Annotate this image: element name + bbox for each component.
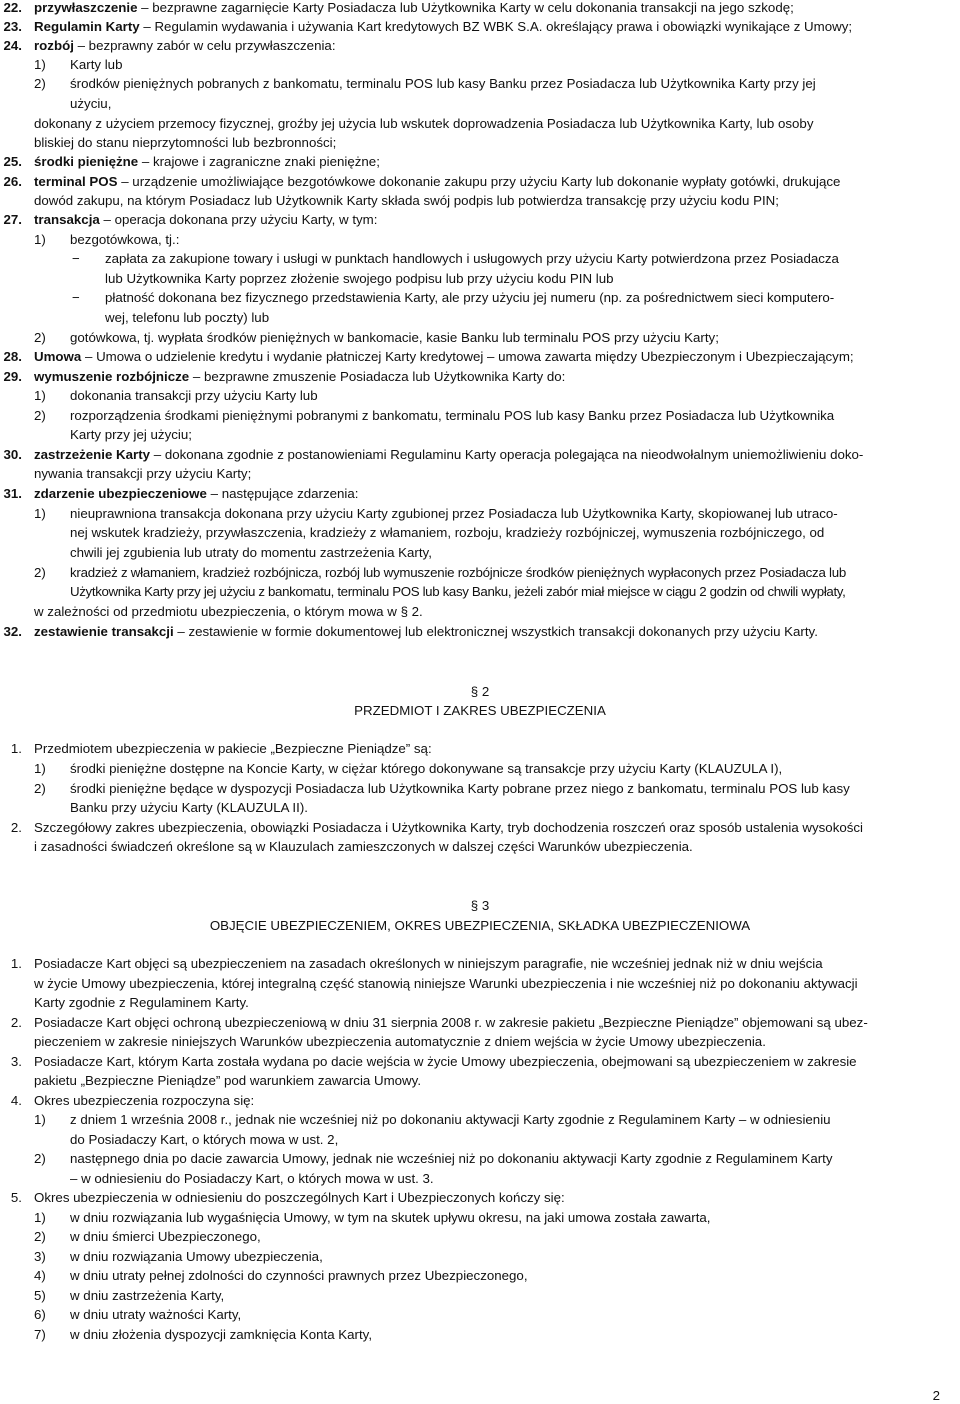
dash-item: zapłata za zakupione towary i usługi w punktach handlowych i usługowych przy użyciu Karty potwierdzona przez Posiadacza [105,251,839,266]
para-number: 1. [10,741,22,756]
paragraph: Posiadacze Kart objęci są ubezpieczeniem na zasadach określonych w niniejszym paragrafie, nie wcześniej jednak niż w dniu wejścia [34,956,823,971]
section-title: OBJĘCIE UBEZPIECZENIEM, OKRES UBEZPIECZENIA, SKŁADKA UBEZPIECZENIOWA [209,918,751,933]
list-item: środków pieniężnych pobranych z bankomatu, terminalu POS lub kasy Banku przez Posiadacza lub Użytkownika Karty przy jej [70,76,816,91]
definition-25 [34,154,380,170]
text-line: dokonany z użyciem przemocy fizycznej, groźby jej użycia lub wskutek doprowadzenia Posiadacza lub Użytkownika Karty, lub osoby [34,116,814,131]
def-term: zastrzeżenie Karty [34,447,151,462]
list-number: 2) [34,408,46,423]
def-number: 24. [3,38,22,53]
para-number: 2. [10,820,22,835]
def-number: 25. [3,154,22,169]
definition-26 [34,174,840,190]
list-item: z dniem 1 września 2008 r., jednak nie wcześniej niż po dokonaniu aktywacji Karty zgodnie z Regulaminem Karty – w odniesieniu [70,1112,831,1127]
dash-item-cont: wej, telefonu lub poczty) lub [105,310,270,325]
def-text: – zestawienie w formie dokumentowej lub elektronicznej wszystkich transakcji dokonanych przy użyciu Karty. [173,624,818,639]
def-text: – bezprawne zmuszenie Posiadacza lub Użytkownika Karty do: [189,369,566,384]
def-text: – dokonana zgodnie z postanowieniami Regulaminu Karty operacja polegająca na nieodwołalnym uniemożliwieniu doko- [150,447,864,462]
para-number: 3. [10,1054,22,1069]
definition-23 [34,19,852,35]
list-item: nieuprawniona transakcja dokonana przy użyciu Karty zgubionej przez Posiadacza lub Użytkownika Karty, skopiowanej lub utraco- [70,506,838,521]
list-item: w dniu rozwiązania lub wygaśnięcia Umowy, w tym na skutek upływu okresu, na jaki umowa została zawarta, [70,1210,711,1225]
def-text: – krajowe i zagraniczne znaki pieniężne; [138,154,380,169]
list-item: rozporządzenia środkami pieniężnymi pobranymi z bankomatu, terminalu POS lub kasy Banku przez Posiadacza lub Użytkownika [70,408,835,423]
def-term: przywłaszczenie [34,0,138,15]
definition-27 [34,212,377,228]
def-text: – Umowa o udzielenie kredytu i wydanie płatniczej Karty kredytowej – umowa zawarta między Ubezpieczonym i Ubezpieczającym; [81,349,854,364]
list-item-cont: Banku przy użyciu Karty (KLAUZULA II). [70,800,308,815]
def-text: – bezprawne zagarnięcie Karty Posiadacza lub Użytkownika Karty w celu dokonania transakcji na jego szkodę; [137,0,794,15]
list-item: w dniu rozwiązania Umowy ubezpieczenia, [70,1249,323,1264]
list-number: 1) [34,232,46,247]
list-item: środki pieniężne będące w dyspozycji Posiadacza lub Użytkownika Karty pobrane przez niego z bankomatu, terminalu POS lub kasy [70,781,850,796]
list-item-cont: chwili jej zgubienia lub utraty do momentu zastrzeżenia Karty, [70,545,432,560]
definition-32 [34,624,818,640]
section-mark: § 3 [470,898,490,913]
def-number: 26. [3,174,22,189]
para-number: 2. [10,1015,22,1030]
dash-item: płatność dokonana bez fizycznego przedstawienia Karty, ale przy użyciu jej numeru (np. za pośrednictwem sieci komputero- [105,290,835,305]
list-number: 4) [34,1268,46,1283]
list-item: Karty lub [70,57,123,72]
list-number: 2) [34,76,46,91]
list-number: 3) [34,1249,46,1264]
paragraph-cont: w życie Umowy ubezpieczenia, której integralną część stanowią niniejsze Warunki ubezpieczenia i nie wcześniej niż po dokonaniu aktywacji [34,976,858,991]
list-number: 6) [34,1307,46,1322]
def-number: 31. [3,486,22,501]
list-number: 1) [34,388,46,403]
def-term: zestawienie transakcji [34,624,174,639]
list-number: 1) [34,506,46,521]
dash-bullet: − [72,290,80,305]
list-number: 7) [34,1327,46,1342]
list-item: w dniu złożenia dyspozycji zamknięcia Konta Karty, [70,1327,373,1342]
def-term: transakcja [34,212,100,227]
list-item-cont: nej wskutek kradzieży, przywłaszczenia, kradzieży z włamaniem, rozboju, kradzieży rozbójniczej, wymuszenia rozbójniczego, od [70,525,825,540]
list-item: bezgotówkowa, tj.: [70,232,180,247]
def-term: Regulamin Karty [34,19,140,34]
list-item: w dniu utraty ważności Karty, [70,1307,242,1322]
text-line: w zależności od przedmiotu ubezpieczenia, o którym mowa w § 2. [34,604,423,619]
def-number: 28. [3,349,22,364]
list-item: dokonania transakcji przy użyciu Karty lub [70,388,318,403]
paragraph: Szczegółowy zakres ubezpieczenia, obowiązki Posiadacza i Użytkownika Karty, tryb dochodzenia roszczeń oraz sposób ustalenia wysokości [34,820,863,835]
def-term: terminal POS [34,174,118,189]
paragraph-cont: pieczeniem w zakresie niniejszych Warunków ubezpieczenia automatycznie z dniem wejścia w życie Umowy ubezpieczenia. [34,1034,766,1049]
def-number: 29. [3,369,22,384]
list-number: 1) [34,761,46,776]
def-number: 22. [3,0,22,15]
list-number: 1) [34,1112,46,1127]
paragraph: Przedmiotem ubezpieczenia w pakiecie „Bezpieczne Pieniądze” są: [34,741,432,756]
list-item: środki pieniężne dostępne na Koncie Karty, w ciężar którego dokonywane są transakcje przy użyciu Karty (KLAUZULA I), [70,761,783,776]
para-number: 4. [10,1093,22,1108]
definition-22 [34,0,794,16]
list-number: 2) [34,781,46,796]
list-item: gotówkowa, tj. wypłata środków pieniężnych w bankomacie, kasie Banku lub terminalu POS przy użyciu Karty; [70,330,719,345]
definition-29 [34,369,565,385]
definition-24 [34,38,336,54]
list-number: 1) [34,1210,46,1225]
section-title: PRZEDMIOT I ZAKRES UBEZPIECZENIA [354,703,606,718]
text-line: dowód zakupu, na którym Posiadacz lub Użytkownik Karty składa swój podpis lub potwierdza transakcję przy użyciu kodu PIN; [34,193,779,208]
def-term: środki pieniężne [34,154,139,169]
def-number: 23. [3,19,22,34]
para-number: 1. [10,956,22,971]
dash-bullet: − [72,251,80,266]
list-item-cont: Karty przy jej użyciu; [70,427,192,442]
paragraph: Okres ubezpieczenia rozpoczyna się: [34,1093,255,1108]
list-number: 1) [34,57,46,72]
def-text: – operacja dokonana przy użyciu Karty, w tym: [99,212,378,227]
section-mark: § 2 [470,684,490,699]
page-number: 2 [932,1388,940,1403]
list-number: 2) [34,1229,46,1244]
paragraph: Okres ubezpieczenia w odniesieniu do poszczególnych Kart i Ubezpieczonych kończy się: [34,1190,565,1205]
def-number: 32. [3,624,22,639]
def-term: rozbój [34,38,74,53]
list-item-cont: Użytkownika Karty przy jej użyciu z bankomatu, terminalu POS lub kasy Banku, jeżeli zabór miał miejsce w ciągu 2 godzin od chwili wypłaty, [70,584,846,599]
paragraph: Posiadacze Kart objęci ochroną ubezpieczeniową w dniu 31 sierpnia 2008 r. w zakresie pakietu „Bezpieczne Pieniądze” objemowani są ubez- [34,1015,868,1030]
dash-item-cont: lub Użytkownika Karty poprzez złożenie swojego podpisu lub przy użyciu kodu PIN lub [105,271,614,286]
list-number: 2) [34,330,46,345]
list-item: następnego dnia po dacie zawarcia Umowy, jednak nie wcześniej niż po dokonaniu aktywacji Karty zgodnie z Regulaminem Karty [70,1151,833,1166]
paragraph-cont: i zasadności świadczeń określone są w Klauzulach zamieszczonych w dalszej części Warunków ubezpieczenia. [34,839,693,854]
def-number: 27. [3,212,22,227]
definition-30 [34,447,863,463]
text-line: nywania transakcji przy użyciu Karty; [34,466,252,481]
def-term: zdarzenie ubezpieczeniowe [34,486,207,501]
list-number: 5) [34,1288,46,1303]
list-item-cont: do Posiadaczy Kart, o których mowa w ust. 2, [70,1132,339,1147]
def-term: Umowa [34,349,82,364]
list-number: 2) [34,565,46,580]
definition-31 [34,486,358,502]
paragraph: Posiadacze Kart, którym Karta została wydana po dacie wejścia w życie Umowy ubezpieczenia, obejmowani są ubezpieczeniem w zakresie [34,1054,857,1069]
list-number: 2) [34,1151,46,1166]
def-text: – następujące zdarzenia: [206,486,359,501]
list-item-cont: – w odniesieniu do Posiadaczy Kart, o których mowa w ust. 3. [70,1171,434,1186]
def-text: – urządzenie umożliwiające bezgotówkowe dokonanie zakupu przy użyciu Karty lub dokonanie wypłaty gotówki, drukujące [117,174,841,189]
def-text: – bezprawny zabór w celu przywłaszczenia: [73,38,336,53]
list-item: w dniu zastrzeżenia Karty, [70,1288,225,1303]
list-item: w dniu utraty pełnej zdolności do czynności prawnych przez Ubezpieczonego, [70,1268,528,1283]
paragraph-cont: Karty zgodnie z Regulaminem Karty. [34,995,249,1010]
def-term: wymuszenie rozbójnicze [34,369,190,384]
text-line: bliskiej do stanu nieprzytomności lub bezbronności; [34,135,337,150]
definition-28 [34,349,854,365]
list-item: w dniu śmierci Ubezpieczonego, [70,1229,261,1244]
def-number: 30. [3,447,22,462]
paragraph-cont: pakietu „Bezpieczne Pieniądze” pod warunkiem zawarcia Umowy. [34,1073,422,1088]
para-number: 5. [10,1190,22,1205]
list-item-cont: użyciu, [70,96,112,111]
list-item: kradzież z włamaniem, kradzież rozbójnicza, rozbój lub wymuszenie rozbójnicze środków pieniężnych wypłaconych przez Posiadacza lub [70,565,847,580]
def-text: – Regulamin wydawania i używania Kart kredytowych BZ WBK S.A. określający prawa i obowiązki wynikające z Umowy; [139,19,853,34]
